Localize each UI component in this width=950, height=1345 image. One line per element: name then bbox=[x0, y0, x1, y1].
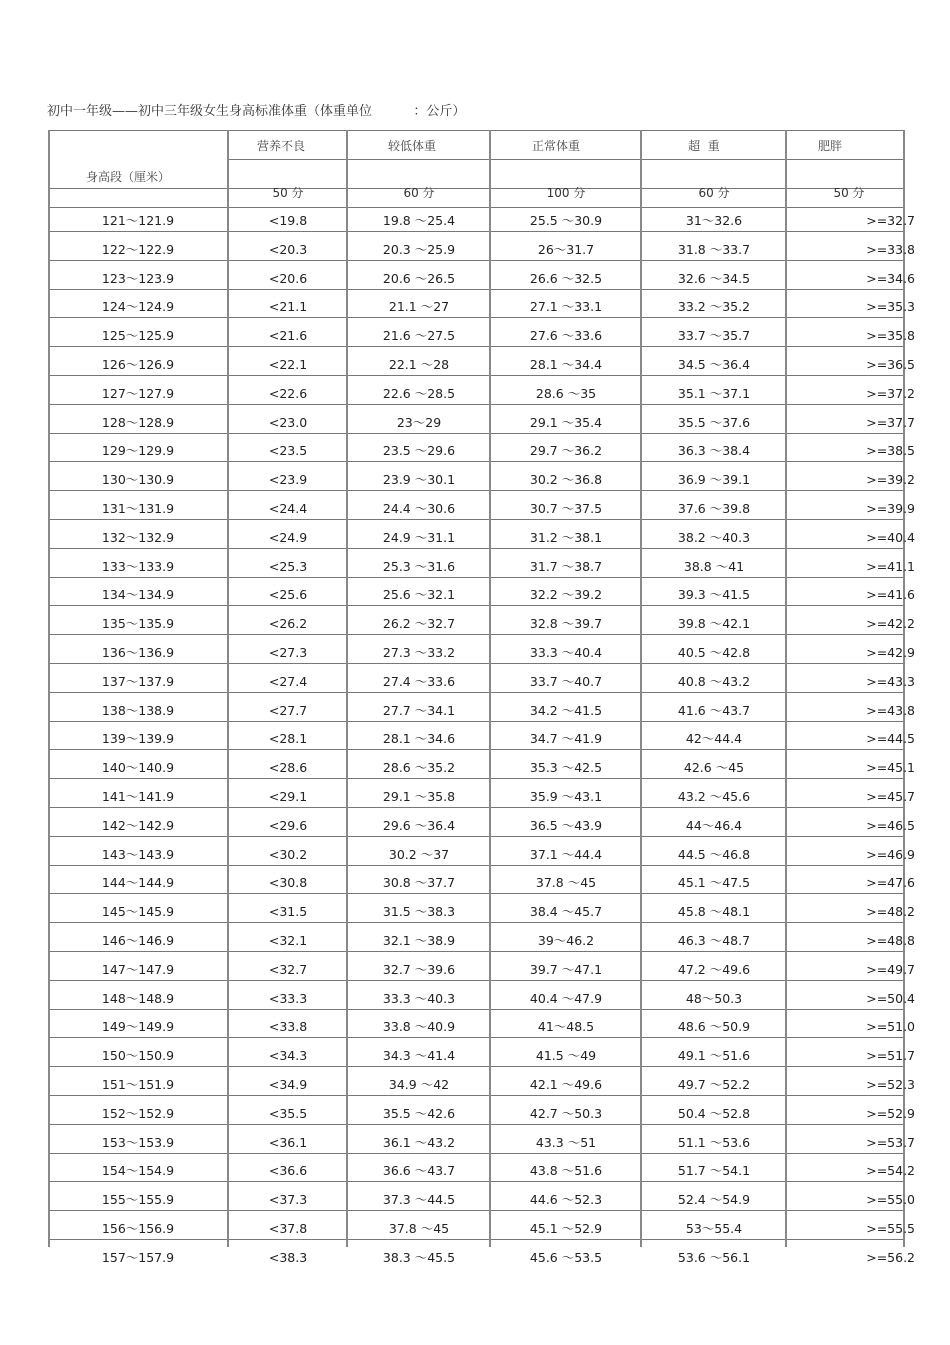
malnutrition-cell: <28.6 bbox=[268, 760, 308, 776]
height-range-cell: 149～149.9 bbox=[101, 1019, 175, 1035]
category-header-low-weight: 较低体重 bbox=[387, 139, 436, 153]
low-weight-cell: 27.4 ～33.6 bbox=[382, 673, 456, 689]
height-range-cell: 130～130.9 bbox=[101, 472, 175, 488]
obese-cell: >=39.9 bbox=[866, 501, 915, 516]
low-weight-cell: 25.3 ～31.6 bbox=[382, 558, 456, 574]
obese-cell: >=46.5 bbox=[866, 817, 915, 833]
height-range-cell: 147～147.9 bbox=[101, 961, 175, 977]
low-weight-cell: 25.6 ～32.1 bbox=[382, 587, 456, 603]
malnutrition-cell: <27.4 bbox=[268, 673, 308, 689]
category-header-obese: 肥胖 bbox=[817, 139, 842, 153]
height-range-cell: 128～128.9 bbox=[101, 414, 175, 430]
grid-row-line bbox=[48, 317, 903, 318]
normal-weight-cell: 38.4 ～45.7 bbox=[529, 904, 603, 920]
normal-weight-cell: 39.7 ～47.1 bbox=[529, 961, 603, 977]
height-range-cell: 123～123.9 bbox=[101, 270, 175, 286]
low-weight-cell: 36.1 ～43.2 bbox=[382, 1134, 456, 1150]
low-weight-cell: 37.3 ～44.5 bbox=[382, 1192, 456, 1208]
obese-cell: >=41.6 bbox=[866, 587, 915, 603]
score-obese: 50 分 bbox=[833, 186, 865, 200]
overweight-cell: 33.7 ～35.7 bbox=[677, 328, 751, 344]
overweight-cell: 42～44.4 bbox=[685, 731, 743, 747]
malnutrition-cell: <24.9 bbox=[268, 529, 308, 545]
obese-cell: >=53.7 bbox=[866, 1134, 915, 1150]
malnutrition-cell: <23.5 bbox=[268, 443, 308, 459]
obese-cell: >=36.5 bbox=[866, 357, 915, 372]
overweight-cell: 48～50.3 bbox=[685, 990, 743, 1006]
malnutrition-cell: <32.1 bbox=[268, 933, 308, 948]
malnutrition-cell: <30.2 bbox=[268, 846, 308, 862]
height-range-cell: 143～143.9 bbox=[101, 846, 175, 862]
low-weight-cell: 31.5 ～38.3 bbox=[382, 904, 456, 920]
normal-weight-cell: 40.4 ～47.9 bbox=[529, 990, 603, 1006]
category-header-overweight: 超 重 bbox=[688, 139, 720, 153]
low-weight-cell: 23.9 ～30.1 bbox=[382, 472, 456, 488]
height-range-cell: 148～148.9 bbox=[101, 990, 175, 1006]
normal-weight-cell: 29.7 ～36.2 bbox=[529, 443, 603, 459]
overweight-cell: 31.8 ～33.7 bbox=[677, 241, 751, 257]
height-range-cell: 121～121.9 bbox=[101, 213, 175, 228]
normal-weight-cell: 39～46.2 bbox=[537, 933, 595, 948]
normal-weight-cell: 27.6 ～33.6 bbox=[529, 328, 603, 344]
obese-cell: >=48.2 bbox=[866, 904, 915, 920]
overweight-cell: 35.1 ～37.1 bbox=[677, 385, 751, 401]
overweight-cell: 46.3 ～48.7 bbox=[677, 933, 751, 948]
grid-row-line bbox=[48, 605, 903, 606]
grid-row-line bbox=[48, 721, 903, 722]
normal-weight-cell: 42.7 ～50.3 bbox=[529, 1105, 603, 1121]
obese-cell: >=43.8 bbox=[866, 702, 915, 718]
grid-row-line bbox=[48, 749, 903, 750]
grid-row-line bbox=[48, 577, 903, 578]
normal-weight-cell: 25.5 ～30.9 bbox=[529, 213, 603, 228]
malnutrition-cell: <25.3 bbox=[268, 558, 308, 574]
malnutrition-cell: <29.6 bbox=[268, 817, 308, 833]
obese-cell: >=46.9 bbox=[866, 846, 915, 862]
low-weight-cell: 20.6 ～26.5 bbox=[382, 270, 456, 286]
grid-row-line bbox=[48, 922, 903, 923]
height-range-cell: 122～122.9 bbox=[101, 241, 175, 257]
score-malnutrition: 50 分 bbox=[272, 186, 304, 200]
normal-weight-cell: 27.1 ～33.1 bbox=[529, 299, 603, 315]
obese-cell: >=43.3 bbox=[866, 673, 915, 689]
normal-weight-cell: 34.2 ～41.5 bbox=[529, 702, 603, 718]
normal-weight-cell: 29.1 ～35.4 bbox=[529, 414, 603, 430]
obese-cell: >=34.6 bbox=[866, 270, 915, 286]
obese-cell: >=33.8 bbox=[866, 241, 915, 257]
height-range-cell: 138～138.9 bbox=[101, 702, 175, 718]
low-weight-cell: 34.3 ～41.4 bbox=[382, 1048, 456, 1064]
low-weight-cell: 32.7 ～39.6 bbox=[382, 961, 456, 977]
obese-cell: >=55.5 bbox=[866, 1221, 915, 1236]
malnutrition-cell: <23.9 bbox=[268, 472, 308, 488]
normal-weight-cell: 33.7 ～40.7 bbox=[529, 673, 603, 689]
low-weight-cell: 27.7 ～34.1 bbox=[382, 702, 456, 718]
low-weight-cell: 21.6 ～27.5 bbox=[382, 328, 456, 344]
overweight-cell: 40.8 ～43.2 bbox=[677, 673, 751, 689]
normal-weight-cell: 31.2 ～38.1 bbox=[529, 529, 603, 545]
overweight-cell: 45.8 ～48.1 bbox=[677, 904, 751, 920]
malnutrition-cell: <24.4 bbox=[268, 501, 308, 516]
malnutrition-cell: <32.7 bbox=[268, 961, 308, 977]
low-weight-cell: 19.8 ～25.4 bbox=[382, 213, 456, 228]
low-weight-cell: 32.1 ～38.9 bbox=[382, 933, 456, 948]
obese-cell: >=49.7 bbox=[866, 961, 915, 977]
height-range-cell: 134～134.9 bbox=[101, 587, 175, 603]
malnutrition-cell: <36.6 bbox=[268, 1163, 308, 1179]
normal-weight-cell: 32.2 ～39.2 bbox=[529, 587, 603, 603]
low-weight-cell: 24.4 ～30.6 bbox=[382, 501, 456, 516]
height-range-cell: 129～129.9 bbox=[101, 443, 175, 459]
normal-weight-cell: 43.8 ～51.6 bbox=[529, 1163, 603, 1179]
obese-cell: >=42.9 bbox=[866, 645, 915, 660]
height-range-cell: 155～155.9 bbox=[101, 1192, 175, 1208]
malnutrition-cell: <22.6 bbox=[268, 385, 308, 401]
normal-weight-cell: 37.1 ～44.4 bbox=[529, 846, 603, 862]
height-range-cell: 154～154.9 bbox=[101, 1163, 175, 1179]
normal-weight-cell: 36.5 ～43.9 bbox=[529, 817, 603, 833]
low-weight-cell: 30.2 ～37 bbox=[388, 846, 450, 862]
score-normal-weight: 100 分 bbox=[546, 186, 586, 200]
overweight-cell: 39.8 ～42.1 bbox=[677, 616, 751, 632]
obese-cell: >=41.1 bbox=[866, 558, 915, 574]
height-range-cell: 133～133.9 bbox=[101, 558, 175, 574]
overweight-cell: 44～46.4 bbox=[685, 817, 743, 833]
low-weight-cell: 37.8 ～45 bbox=[388, 1221, 450, 1236]
normal-weight-cell: 33.3 ～40.4 bbox=[529, 645, 603, 660]
obese-cell: >=52.3 bbox=[866, 1077, 915, 1092]
low-weight-cell: 21.1 ～27 bbox=[388, 299, 450, 315]
height-range-cell: 145～145.9 bbox=[101, 904, 175, 920]
overweight-cell: 51.7 ～54.1 bbox=[677, 1163, 751, 1179]
grid-row-line bbox=[48, 893, 903, 894]
low-weight-cell: 22.6 ～28.5 bbox=[382, 385, 456, 401]
grid-row-line bbox=[48, 1009, 903, 1010]
height-range-cell: 137～137.9 bbox=[101, 673, 175, 689]
malnutrition-cell: <29.1 bbox=[268, 789, 308, 804]
malnutrition-cell: <20.6 bbox=[268, 270, 308, 286]
height-range-cell: 151～151.9 bbox=[101, 1077, 175, 1092]
page-title: 初中一年级——初中三年级女生身高标准体重（体重单位 ：公斤） bbox=[47, 104, 466, 119]
normal-weight-cell: 41.5 ～49 bbox=[535, 1048, 597, 1064]
grid-row-line bbox=[48, 663, 903, 664]
grid-row-line bbox=[48, 1210, 903, 1211]
grid-row-line bbox=[48, 980, 903, 981]
height-range-cell: 139～139.9 bbox=[101, 731, 175, 747]
grid-row-line bbox=[48, 433, 903, 434]
grid-row-line bbox=[48, 1153, 903, 1154]
overweight-cell: 39.3 ～41.5 bbox=[677, 587, 751, 603]
height-range-cell: 156～156.9 bbox=[101, 1221, 175, 1236]
height-range-cell: 132～132.9 bbox=[101, 529, 175, 545]
normal-weight-cell: 34.7 ～41.9 bbox=[529, 731, 603, 747]
grid-row-line bbox=[48, 490, 903, 491]
grid-row-line bbox=[48, 260, 903, 261]
grid-row-line bbox=[48, 1124, 903, 1125]
height-range-cell: 131～131.9 bbox=[101, 501, 175, 516]
malnutrition-cell: <38.3 bbox=[268, 1249, 308, 1265]
obese-cell: >=47.6 bbox=[866, 875, 915, 891]
malnutrition-cell: <23.0 bbox=[268, 414, 308, 430]
low-weight-cell: 38.3 ～45.5 bbox=[382, 1249, 456, 1265]
overweight-cell: 34.5 ～36.4 bbox=[677, 357, 751, 372]
height-range-cell: 152～152.9 bbox=[101, 1105, 175, 1121]
height-range-cell: 140～140.9 bbox=[101, 760, 175, 776]
grid-row-line bbox=[48, 1037, 903, 1038]
overweight-cell: 38.8 ～41 bbox=[683, 558, 745, 574]
malnutrition-cell: <34.3 bbox=[268, 1048, 308, 1064]
low-weight-cell: 34.9 ～42 bbox=[388, 1077, 450, 1092]
normal-weight-cell: 30.2 ～36.8 bbox=[529, 472, 603, 488]
grid-row-line bbox=[48, 289, 903, 290]
obese-cell: >=44.5 bbox=[866, 731, 915, 747]
obese-cell: >=52.9 bbox=[866, 1105, 915, 1121]
low-weight-cell: 29.1 ～35.8 bbox=[382, 789, 456, 804]
obese-cell: >=35.8 bbox=[866, 328, 915, 344]
obese-cell: >=51.7 bbox=[866, 1048, 915, 1064]
overweight-cell: 49.1 ～51.6 bbox=[677, 1048, 751, 1064]
grid-row-line bbox=[229, 159, 903, 160]
height-range-cell: 125～125.9 bbox=[101, 328, 175, 344]
obese-cell: >=48.8 bbox=[866, 933, 915, 948]
height-range-cell: 124～124.9 bbox=[101, 299, 175, 315]
category-header-malnutrition: 营养不良 bbox=[256, 139, 305, 153]
normal-weight-cell: 32.8 ～39.7 bbox=[529, 616, 603, 632]
malnutrition-cell: <36.1 bbox=[268, 1134, 308, 1150]
low-weight-cell: 28.6 ～35.2 bbox=[382, 760, 456, 776]
grid-row-line bbox=[48, 836, 903, 837]
malnutrition-cell: <27.7 bbox=[268, 702, 308, 718]
obese-cell: >=37.2 bbox=[866, 385, 915, 401]
overweight-cell: 33.2 ～35.2 bbox=[677, 299, 751, 315]
overweight-cell: 45.1 ～47.5 bbox=[677, 875, 751, 891]
height-range-cell: 157～157.9 bbox=[101, 1249, 175, 1265]
low-weight-cell: 36.6 ～43.7 bbox=[382, 1163, 456, 1179]
normal-weight-cell: 35.3 ～42.5 bbox=[529, 760, 603, 776]
normal-weight-cell: 26.6 ～32.5 bbox=[529, 270, 603, 286]
normal-weight-cell: 37.8 ～45 bbox=[535, 875, 597, 891]
grid-row-line bbox=[48, 865, 903, 866]
grid-row-line bbox=[48, 375, 903, 376]
malnutrition-cell: <27.3 bbox=[268, 645, 308, 660]
normal-weight-cell: 44.6 ～52.3 bbox=[529, 1192, 603, 1208]
height-range-cell: 146～146.9 bbox=[101, 933, 175, 948]
score-low-weight: 60 分 bbox=[403, 186, 435, 200]
grid-row-line bbox=[48, 634, 903, 635]
height-range-cell: 153～153.9 bbox=[101, 1134, 175, 1150]
height-range-cell: 144～144.9 bbox=[101, 875, 175, 891]
malnutrition-cell: <20.3 bbox=[268, 241, 308, 257]
normal-weight-cell: 45.6 ～53.5 bbox=[529, 1249, 603, 1265]
obese-cell: >=45.7 bbox=[866, 789, 915, 804]
low-weight-cell: 22.1 ～28 bbox=[388, 357, 450, 372]
overweight-cell: 51.1 ～53.6 bbox=[677, 1134, 751, 1150]
grid-row-line bbox=[48, 231, 903, 232]
overweight-cell: 36.3 ～38.4 bbox=[677, 443, 751, 459]
malnutrition-cell: <37.8 bbox=[268, 1221, 308, 1236]
grid-row-line bbox=[48, 778, 903, 779]
obese-cell: >=50.4 bbox=[866, 990, 915, 1006]
overweight-cell: 53～55.4 bbox=[685, 1221, 743, 1236]
obese-cell: >=51.0 bbox=[866, 1019, 915, 1035]
grid-row-line bbox=[48, 951, 903, 952]
obese-cell: >=42.2 bbox=[866, 616, 915, 632]
malnutrition-cell: <31.5 bbox=[268, 904, 308, 920]
obese-cell: >=45.1 bbox=[866, 760, 915, 776]
normal-weight-cell: 28.6 ～35 bbox=[535, 385, 597, 401]
low-weight-cell: 29.6 ～36.4 bbox=[382, 817, 456, 833]
overweight-cell: 42.6 ～45 bbox=[683, 760, 745, 776]
obese-cell: >=38.5 bbox=[866, 443, 915, 459]
obese-cell: >=54.2 bbox=[866, 1163, 915, 1179]
low-weight-cell: 24.9 ～31.1 bbox=[382, 529, 456, 545]
grid-row-line bbox=[48, 807, 903, 808]
category-header-normal-weight: 正常体重 bbox=[531, 139, 580, 153]
normal-weight-cell: 30.7 ～37.5 bbox=[529, 501, 603, 516]
height-range-cell: 127～127.9 bbox=[101, 385, 175, 401]
overweight-cell: 44.5 ～46.8 bbox=[677, 846, 751, 862]
grid-row-line bbox=[48, 207, 903, 208]
malnutrition-cell: <25.6 bbox=[268, 587, 308, 603]
overweight-cell: 52.4 ～54.9 bbox=[677, 1192, 751, 1208]
grid-row-line bbox=[48, 1239, 903, 1240]
overweight-cell: 48.6 ～50.9 bbox=[677, 1019, 751, 1035]
low-weight-cell: 33.8 ～40.9 bbox=[382, 1019, 456, 1035]
normal-weight-cell: 26～31.7 bbox=[537, 241, 595, 257]
obese-cell: >=37.7 bbox=[866, 414, 915, 430]
malnutrition-cell: <22.1 bbox=[268, 357, 308, 372]
malnutrition-cell: <34.9 bbox=[268, 1077, 308, 1092]
normal-weight-cell: 41～48.5 bbox=[537, 1019, 595, 1035]
grid-row-line bbox=[48, 1095, 903, 1096]
normal-weight-cell: 35.9 ～43.1 bbox=[529, 789, 603, 804]
normal-weight-cell: 31.7 ～38.7 bbox=[529, 558, 603, 574]
height-range-header: 身高段（厘米） bbox=[85, 170, 170, 184]
height-range-cell: 136～136.9 bbox=[101, 645, 175, 660]
malnutrition-cell: <26.2 bbox=[268, 616, 308, 632]
grid-row-line bbox=[48, 1181, 903, 1182]
malnutrition-cell: <35.5 bbox=[268, 1105, 308, 1121]
grid-row-line bbox=[48, 404, 903, 405]
overweight-cell: 37.6 ～39.8 bbox=[677, 501, 751, 516]
grid-row-line bbox=[48, 130, 903, 131]
obese-cell: >=56.2 bbox=[866, 1249, 915, 1265]
low-weight-cell: 20.3 ～25.9 bbox=[382, 241, 456, 257]
grid-row-line bbox=[48, 461, 903, 462]
obese-cell: >=32.7 bbox=[866, 213, 915, 228]
malnutrition-cell: <19.8 bbox=[268, 213, 308, 228]
height-range-cell: 150～150.9 bbox=[101, 1048, 175, 1064]
grid-row-line bbox=[48, 692, 903, 693]
low-weight-cell: 23.5 ～29.6 bbox=[382, 443, 456, 459]
malnutrition-cell: <37.3 bbox=[268, 1192, 308, 1208]
low-weight-cell: 28.1 ～34.6 bbox=[382, 731, 456, 747]
overweight-cell: 41.6 ～43.7 bbox=[677, 702, 751, 718]
overweight-cell: 38.2 ～40.3 bbox=[677, 529, 751, 545]
overweight-cell: 47.2 ～49.6 bbox=[677, 961, 751, 977]
normal-weight-cell: 28.1 ～34.4 bbox=[529, 357, 603, 372]
normal-weight-cell: 45.1 ～52.9 bbox=[529, 1221, 603, 1236]
obese-cell: >=40.4 bbox=[866, 529, 915, 545]
overweight-cell: 40.5 ～42.8 bbox=[677, 645, 751, 660]
low-weight-cell: 35.5 ～42.6 bbox=[382, 1105, 456, 1121]
overweight-cell: 43.2 ～45.6 bbox=[677, 789, 751, 804]
malnutrition-cell: <21.1 bbox=[268, 299, 308, 315]
malnutrition-cell: <28.1 bbox=[268, 731, 308, 747]
low-weight-cell: 33.3 ～40.3 bbox=[382, 990, 456, 1006]
overweight-cell: 49.7 ～52.2 bbox=[677, 1077, 751, 1092]
overweight-cell: 50.4 ～52.8 bbox=[677, 1105, 751, 1121]
height-range-cell: 141～141.9 bbox=[101, 789, 175, 804]
grid-row-line bbox=[48, 1066, 903, 1067]
obese-cell: >=39.2 bbox=[866, 472, 915, 488]
grid-row-line bbox=[48, 548, 903, 549]
normal-weight-cell: 42.1 ～49.6 bbox=[529, 1077, 603, 1092]
height-range-cell: 126～126.9 bbox=[101, 357, 175, 372]
low-weight-cell: 27.3 ～33.2 bbox=[382, 645, 456, 660]
normal-weight-cell: 43.3 ～51 bbox=[535, 1134, 597, 1150]
obese-cell: >=55.0 bbox=[866, 1192, 915, 1208]
height-range-cell: 135～135.9 bbox=[101, 616, 175, 632]
height-range-cell: 142～142.9 bbox=[101, 817, 175, 833]
malnutrition-cell: <30.8 bbox=[268, 875, 308, 891]
low-weight-cell: 26.2 ～32.7 bbox=[382, 616, 456, 632]
score-overweight: 60 分 bbox=[698, 186, 730, 200]
overweight-cell: 36.9 ～39.1 bbox=[677, 472, 751, 488]
grid-row-line bbox=[48, 346, 903, 347]
overweight-cell: 35.5 ～37.6 bbox=[677, 414, 751, 430]
overweight-cell: 32.6 ～34.5 bbox=[677, 270, 751, 286]
malnutrition-cell: <33.8 bbox=[268, 1019, 308, 1035]
low-weight-cell: 23～29 bbox=[396, 414, 442, 430]
malnutrition-cell: <21.6 bbox=[268, 328, 308, 344]
overweight-cell: 31～32.6 bbox=[685, 213, 743, 228]
low-weight-cell: 30.8 ～37.7 bbox=[382, 875, 456, 891]
obese-cell: >=35.3 bbox=[866, 299, 915, 315]
grid-row-line bbox=[48, 519, 903, 520]
malnutrition-cell: <33.3 bbox=[268, 990, 308, 1006]
overweight-cell: 53.6 ～56.1 bbox=[677, 1249, 751, 1265]
